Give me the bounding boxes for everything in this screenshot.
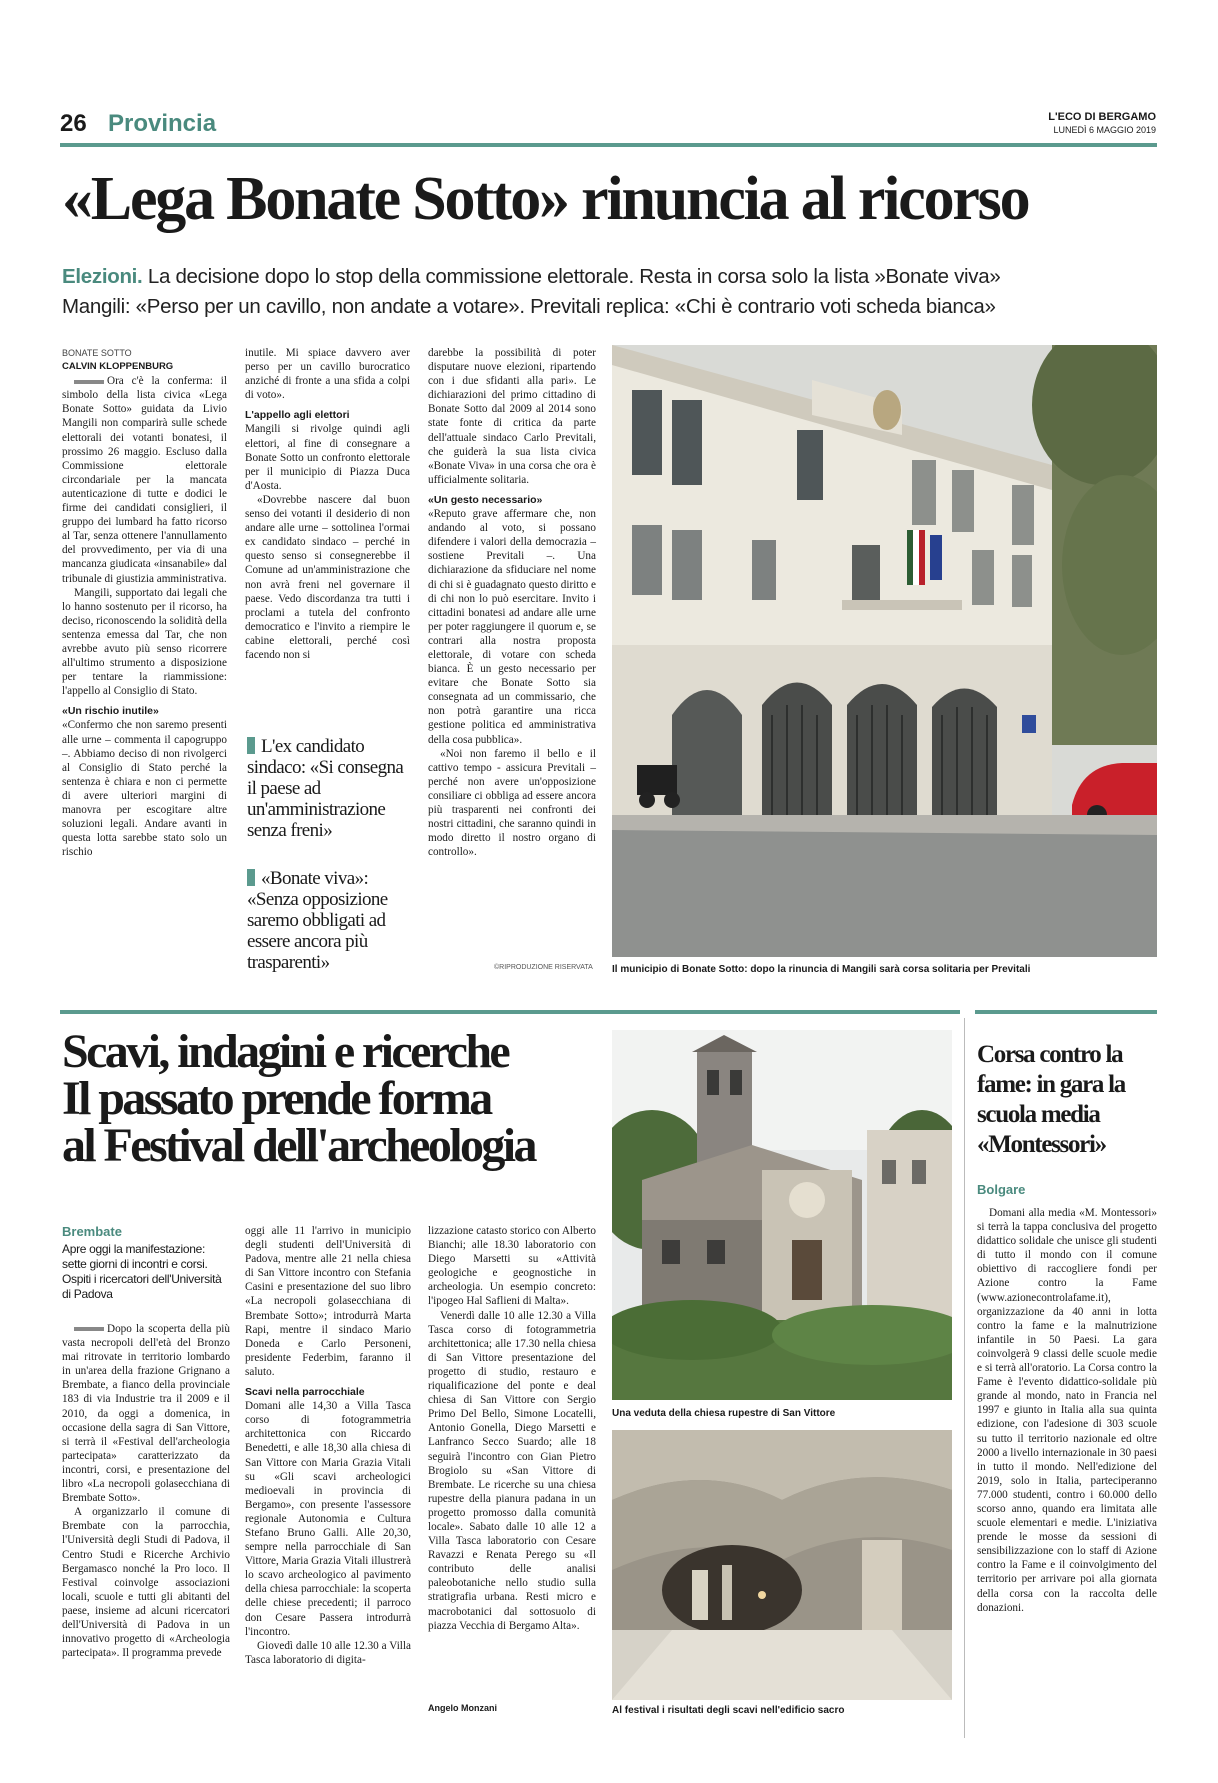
article1-quote-1-text: L'ex candidato sindaco: «Si consegna il paese ad un'amministrazione senza freni» — [247, 736, 404, 841]
article1-paragraph: Mangili, supportato dai legali che lo hanno sostenuto per il ricorso, ha deciso, riconoscendo la solidità della sentenza emessa dal Tar, che non avrebbe avuto più senso ricorrere all'ultimo strumento a disposizione per tentare la riammissione: l'appello al Consiglio di Stato. — [62, 586, 227, 698]
article1-pull-quote-1 — [247, 736, 412, 841]
article1-paragraph: «Dovrebbe nascere dal buon senso dei votanti il desiderio di non andare alle urne – sottolinea l'ormai ex candidato sindaco – perché in questo senso si consegnerebbe il Comune ad un'amministrazione che non avrà freni nel governare il paese. Vedo discordanza tra tutti i proclami a tutela del confronto democratico e l'invito a riempire le cabine elettorali, perché così facendo non si — [245, 493, 410, 661]
page-number: 26 — [60, 110, 87, 137]
header-rule — [60, 143, 1157, 147]
section-title: Provincia — [108, 110, 217, 137]
cave-image — [612, 1430, 952, 1700]
article1-headline: «Lega Bonate Sotto» rinuncia al ricorso — [62, 165, 1029, 233]
article1-intertitle: L'appello agli elettori — [245, 409, 350, 422]
cave-photo-caption: Al festival i risultati degli scavi nell'edificio sacro — [612, 1705, 845, 1716]
article3-place: Bolgare — [977, 1182, 1026, 1197]
article1-paragraph: «Confermo che non saremo presenti alle urne – commenta il capogruppo –. Abbiamo deciso di non rivolgerci al Consiglio di Stato perché la sentenza è chiara e non ci permette di avere ulteriori margini di manovra per escogitare altre soluzioni legali. Andare avanti in questa lotta sarebbe stato solo un rischio — [62, 719, 227, 859]
byline-bar — [74, 1327, 104, 1331]
copyright-notice: ©RIPRODUZIONE RISERVATA — [494, 964, 593, 971]
article1-subhead-1-text: La decisione dopo lo stop della commissione elettorale. Resta in corsa solo la lista »Bonate viva» — [147, 265, 1001, 288]
church-photo-caption: Una veduta della chiesa rupestre di San Vittore — [612, 1408, 836, 1419]
article1-place: BONATE SOTTO — [62, 348, 132, 358]
article1-intertitle: «Un gesto necessario» — [428, 493, 543, 506]
article1-paragraph: Mangili si rivolge quindi agli elettori, al fine di consegnare a Bonate Sotto un confronto elettorale per il municipio di Piazza Duca d'Aosta. — [245, 423, 410, 492]
church-image — [612, 1030, 952, 1400]
article2-paragraph: Dopo la scoperta della più vasta necropoli dell'età del Bronzo mai ritrovate in territorio lombardo in un'area della frazione Grignano a Brembate, a fianco della provinciale 183 di via Industrie tra il 2009 e il 2010, da oggi a domenica, in occasione della sagra di San Vittore, si terrà il «Festival dell'archeologia partecipata» caratterizzato da incontri, corsi, e presentazione del libro «La necropoli golasecchiana di Brembate Sotto». — [62, 1323, 230, 1505]
article2-author: Angelo Monzani — [428, 1703, 497, 1713]
town-hall-photo — [612, 345, 1157, 957]
article2-column-2 — [245, 1224, 411, 1667]
article3-top-rule — [975, 1010, 1157, 1014]
article2-headline — [62, 1025, 622, 1172]
article3-column — [977, 1206, 1157, 1615]
article1-kicker: Elezioni. — [62, 265, 143, 288]
article1-paragraph: «Noi non faremo il bello e il cattivo tempo - assicura Previtali – perché non avere un'opposizione consiliare ci obbliga ad essere ancora più trasparenti nei confronti dei nostri cittadini, che saranno quindi in modo diretto il nostro organo di controllo». — [428, 747, 596, 859]
article3-headline: Corsa contro la fame: in gara la scuola media «Montessori» — [977, 1041, 1125, 1158]
article2-headline-line-2: Il passato prende forma — [62, 1072, 491, 1125]
article1-paragraph: Ora c'è la conferma: il simbolo della lista civica «Lega Bonate Sotto» guidata da Livio Mangili non comparirà sulle schede elettorali dei votanti bonatesi, il prossimo 26 maggio. Escluso dalla Commissione elettorale circondariale per la mancata autenticazione di tutte e dodici le firme dei candidati consiglieri, il gruppo dei lumbard ha fatto ricorso al Tar, senza ottenere l'annullamento del provvedimento, per via di una mancanza giudicata «insanabile» dal tribunale di giustizia amministrativa. — [62, 375, 227, 585]
town-hall-photo-caption: Il municipio di Bonate Sotto: dopo la rinuncia di Mangili sarà corsa solitaria per Previtali — [612, 964, 1031, 975]
article2-column-3 — [428, 1224, 596, 1633]
article2-headline-line-1: Scavi, indagini e ricerche — [62, 1025, 509, 1078]
article3-paragraph: Domani alla media «M. Montessori» si terrà la tappa conclusiva del progetto didattico solidale che unisce gli studenti di tutto il mondo con il comune obiettivo di raccogliere fondi per Azione contro la Fame (www.azionecontrolafame.it), organizzazione da 40 anni in lotta contro la fame e la malnutrizione infantile in 50 Paesi. La gara coinvolgerà 9 classi delle scuole medie e si terrà all'oratorio. La Corsa contro la Fame è l'evento didattico-solidale più grande al mondo, nato in Francia nel 1997 e giunto in Italia alla sua quinta edizione, con l'adesione di 303 scuole su tutto il territorio nazionale ed oltre 2000 a livello internazionale in 30 paesi in tutto il mondo. Nell'edizione del 2019, solo in Italia, parteciperanno 77.000 studenti, contro i 60.000 dello scorso anno, quando era limitata alle scuole elementari e medie. L'iniziativa prende le mosse da sessioni di sensibilizzazione con lo staff di Azione contro la Fame e il coinvolgimento del territorio per arrivare poi alla giornata della corsa con la raccolta delle donazioni. — [977, 1207, 1157, 1614]
article2-paragraph: oggi alle 11 l'arrivo in municipio degli studenti dell'Università di Padova, mentre alle 21 nella chiesa di San Vittore incontro con Stefania Casini e presentazione del suo libro «La necropoli golasecchiana di Brembate Sotto»; introdurrà Marta Rapi, mentre il sindaco Mario Doneda e Carlo Personeni, presidente Federbim, faranno il saluto. — [245, 1225, 411, 1378]
article1-quote-2-text: «Bonate viva»: «Senza opposizione saremo obbligati ad essere ancora più trasparenti» — [247, 868, 388, 973]
article2-headline-line-3: al Festival dell'archeologia — [62, 1119, 535, 1172]
newspaper-name: L'ECO DI BERGAMO — [1048, 111, 1156, 123]
article1-intertitle: «Un rischio inutile» — [62, 705, 159, 718]
article2-paragraph: A organizzarlo il comune di Brembate con la parrocchia, l'Università degli Studi di Padova, il Centro Studi e Ricerche Archivio Bergamasco nonché la Pro loco. Il Festival coinvolge associazioni locali, scuole e tutti gli abitanti del paese, insieme ad alcuni ricercatori dell'Università di Padova in un innovativo progetto di «Archeologia partecipata». Il programma prevede — [62, 1506, 230, 1660]
article1-column-2 — [245, 346, 410, 662]
article2-top-rule — [60, 1010, 960, 1014]
article1-paragraph: inutile. Mi spiace davvero aver perso per un cavillo burocratico anziché di fronte a una sfida a colpi di voto». — [245, 347, 410, 402]
cave-photo — [612, 1430, 952, 1700]
article2-paragraph: Giovedì dalle 10 alle 12.30 a Villa Tasca laboratorio di digita- — [245, 1639, 411, 1666]
article1-subhead-2: Mangili: «Perso per un cavillo, non andate a votare». Previtali replica: «Chi è contrario voti scheda bianca» — [62, 295, 996, 318]
quote-bar — [247, 869, 255, 886]
article2-intertitle: Scavi nella parrocchiale — [245, 1386, 365, 1399]
article2-summary: Apre oggi la manifestazione: sette giorni di incontri e corsi. Ospiti i ricercatori dell'Università di Padova — [62, 1242, 222, 1301]
article1-column-3 — [428, 346, 596, 859]
town-hall-image — [612, 345, 1157, 957]
article1-column-1 — [62, 346, 227, 859]
article2-paragraph: Domani alle 14,30 a Villa Tasca corso di fotogrammetria architettonica con Riccardo Benedetti, e alle 18,30 alla chiesa di San Vittore con Maria Grazia Vitali su «Gli scavi archeologici medioevali in provincia di Bergamo», con presente l'assessore regionale Autonomia e Cultura Stefano Bruno Galli. Alle 20,30, sempre nella parrocchiale di San Vittore, Maria Grazia Vitali illustrerà lo scavo archeologico al pavimento della chiesa parrocchiale: la scoperta delle chiese precedenti; il parroco don Cesare Passera introdurrà l'incontro. — [245, 1400, 411, 1638]
article2-paragraph: lizzazione catasto storico con Alberto Bianchi; alle 18.30 laboratorio con Diego Marsetti su «Attività geologiche e geognostiche in archeologia. Un esempio concreto: l'ipogeo Hal Saflieni di Malta». — [428, 1225, 596, 1308]
article2-paragraph: Venerdì dalle 10 alle 12.30 a Villa Tasca corso di fotogrammetria architettonica; alle 17.30 nella chiesa di San Vittore presentazione del progetto di studio, restauro e riqualificazione del ponte e deal chiesa di San Vittore con Sergio Primo Del Bello, Simone Locatelli, Antonio Gonella, Diego Marsetti e Lanfranco Secco Suardo; alle 18 seguirà l'incontro con Gian Pietro Brogiolo su «San Vittore di Brembate. Le ricerche su una chiesa rupestre della pianura padana in un progetto promosso dalla comunità locale». Sabato dalle 10 alle 12 a Villa Tasca laboratorio con Cesare Ravazzi e Renata Perego su «Il contributo delle analisi paleobotaniche nello studio sulla stratigrafia urbana. Resti micro e macrobotanici dal sottosuolo di piazza Vecchia di Bergamo Alta». — [428, 1309, 596, 1632]
article1-pull-quote-2 — [247, 868, 412, 973]
article2-column-1 — [62, 1322, 230, 1660]
column-divider — [964, 1018, 965, 1738]
article2-place: Brembate — [62, 1224, 122, 1239]
article1-subhead-1 — [62, 262, 1162, 292]
church-photo — [612, 1030, 952, 1400]
article1-paragraph: «Reputo grave affermare che, non andando al voto, si possano difendere i valori della democrazia – sostiene Previtali –. Una dichiarazione da sfiduciare nel nome di chi si è guadagnato questo diritto e di chi non lo può esercitare. Invito i cittadini bonatesi ad andare alle urne per poter raggiungere il quorum e, se contrari alla nostra proposta elettorale, di votare con scheda bianca. È un gesto necessario per evitare che Bonate Sotto sia consegnata ad un commissario, che non potrà garantire una ricca gestione politica ed amministrativa della cosa pubblica». — [428, 508, 596, 746]
quote-bar — [247, 737, 255, 754]
article1-author: CALVIN KLOPPENBURG — [62, 361, 174, 373]
byline-bar — [74, 380, 104, 384]
issue-date: LUNEDÌ 6 MAGGIO 2019 — [1053, 125, 1156, 135]
article1-paragraph: darebbe la possibilità di poter disputare nuove elezioni, ripartendo con i due sfidanti alla pari». Le dichiarazioni del primo cittadino di Bonate Sotto dal 2009 al 2014 sono state fonte di critica da parte dell'attuale sindaco Carlo Previtali, che guiderà la sua lista civica «Bonate Viva» in una corsa che ora è ufficialmente solitaria. — [428, 347, 596, 486]
